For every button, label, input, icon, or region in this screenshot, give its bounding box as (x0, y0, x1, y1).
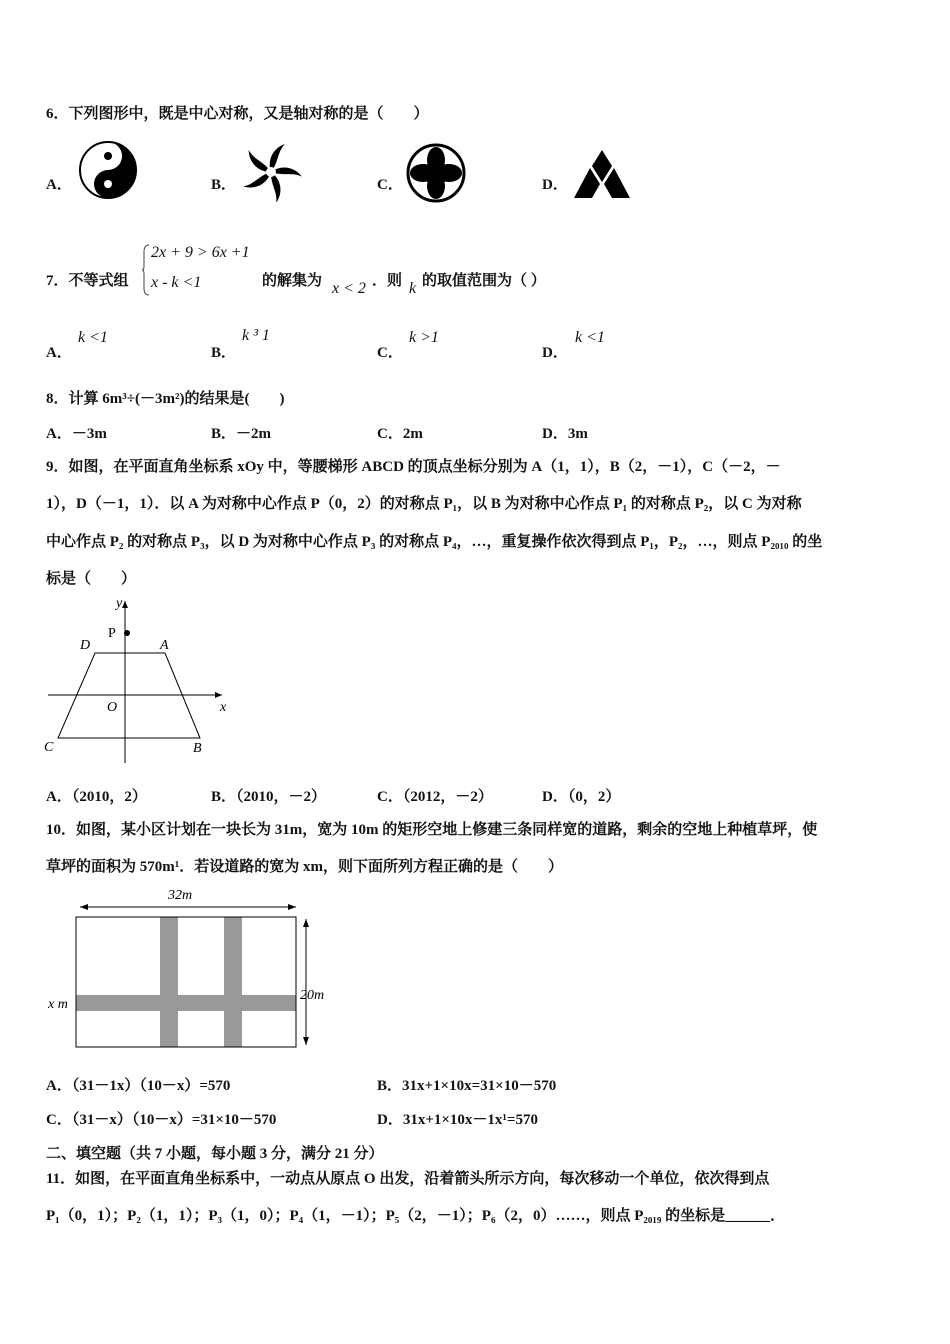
q8-option-d: D．3m (542, 426, 588, 442)
q10-line-2: 草坪的面积为 570m¹．若设道路的宽为 xm，则下面所列方程正确的是（ ） (46, 859, 563, 875)
q8-stem: 8．计算 6m³÷(－3m²)的结果是( ) (46, 391, 285, 407)
q9-option-c: C．（2012，－2） (377, 789, 493, 805)
label-y: y (116, 596, 123, 611)
section-heading: 二、填空题（共 7 小题，每小题 3 分，满分 21 分） (46, 1146, 384, 1162)
q9-line-1: 9．如图，在平面直角坐标系 xOy 中，等腰梯形 ABCD 的顶点坐标分别为 A（1，1），B（2，－1），C（－2，－ (46, 459, 781, 475)
q7-inequality-2: x - k <1 (151, 274, 202, 291)
label-d: D (80, 638, 91, 653)
q9-option-b: B．（2010，－2） (211, 789, 327, 805)
q10-line-1: 10．如图，某小区计划在一块长为 31m，宽为 10m 的矩形空地上修建三条同样宽的道路，剩余的空地上种植草坪，使 (46, 822, 818, 838)
brace (141, 244, 151, 296)
q7-stem-d: 的取值范围为（ ） (422, 273, 546, 289)
q7-option-b: B． (211, 345, 237, 361)
q7-option-a-value: k <1 (78, 329, 108, 346)
q9-line-3: 中心作点 P₂ 的对称点 P₃，以 D 为对称中心作点 P₃ 的对称点 P₄，…，重复操作依次得到点 P₁，P₂，…，则点 P₂₀₁₀ 的坐 (46, 534, 823, 550)
q7-stem-a: 7．不等式组 (46, 273, 129, 289)
q11-line-2: P₁（0，1）；P₂（1，1）；P₃（1，0）；P₄（1，－1）；P₅（2，－1）；P₆（2，0）……，则点 P₂₀₁₉ 的坐标是______． (46, 1208, 786, 1224)
q7-option-d-value: k <1 (575, 329, 605, 346)
yin-yang-figure (77, 140, 139, 200)
rectangle-roads-figure (44, 885, 344, 1057)
q7-condition: x < 2 (332, 280, 366, 297)
q6-stem: 6．下列图形中，既是中心对称，又是轴对称的是（ ） (46, 106, 429, 122)
pinwheel-figure (240, 142, 302, 202)
label-b: B (193, 741, 202, 756)
q6-option-b: B． (211, 177, 237, 193)
q10-option-b: B．31x+1×10x=31×10－570 (377, 1078, 557, 1094)
q9-option-a: A．（2010，2） (46, 789, 147, 805)
q8-option-b: B．－2m (211, 426, 272, 442)
q6-option-d: D． (542, 177, 568, 193)
q7-stem-c: ．则 (372, 273, 403, 289)
label-x: x (220, 700, 227, 715)
q7-option-b-value: k ³ 1 (242, 327, 270, 344)
q7-option-d: D． (542, 345, 568, 361)
q10-option-a: A．（31－1x）（10－x）=570 (46, 1078, 231, 1094)
label-o: O (107, 700, 118, 715)
q7-k: k (409, 280, 417, 297)
q7-option-a: A． (46, 345, 72, 361)
label-p: P (108, 626, 116, 641)
q7-stem-b: 的解集为 (262, 273, 323, 289)
trapezoid-coordinate-figure (40, 595, 230, 767)
q10-option-c: C．（31－x）（10－x）=31×10－570 (46, 1112, 277, 1128)
q6-option-c: C． (377, 177, 403, 193)
four-petal-circle-figure (405, 142, 467, 204)
q7-inequality-1: 2x + 9 > 6x +1 (151, 244, 250, 261)
q7-option-c-value: k >1 (409, 329, 439, 346)
q7-option-c: C． (377, 345, 403, 361)
height-label: 20m (300, 988, 325, 1003)
q9-line-2: 1），D（－1，1）．以 A 为对称中心作点 P（0，2）的对称点 P₁，以 B 为对称中心作点 P₁ 的对称点 P₂，以 C 为对称 (46, 496, 802, 512)
q11-line-1: 11．如图，在平面直角坐标系中，一动点从原点 O 出发，沿着箭头所示方向，每次移动一个单位，依次得到点 (46, 1171, 770, 1187)
q8-option-a: A．－3m (46, 426, 107, 442)
road-width-label: x m (48, 997, 68, 1012)
q6-option-a: A． (46, 177, 72, 193)
three-diamonds-figure (572, 148, 632, 200)
q9-line-4: 标是（ ） (46, 571, 137, 587)
label-a: A (160, 638, 169, 653)
q10-option-d: D．31x+1×10x－1x¹=570 (377, 1112, 538, 1128)
width-label: 32m (168, 888, 193, 903)
q9-option-d: D．（0，2） (542, 789, 621, 805)
q8-option-c: C．2m (377, 426, 423, 442)
label-c: C (44, 740, 54, 755)
